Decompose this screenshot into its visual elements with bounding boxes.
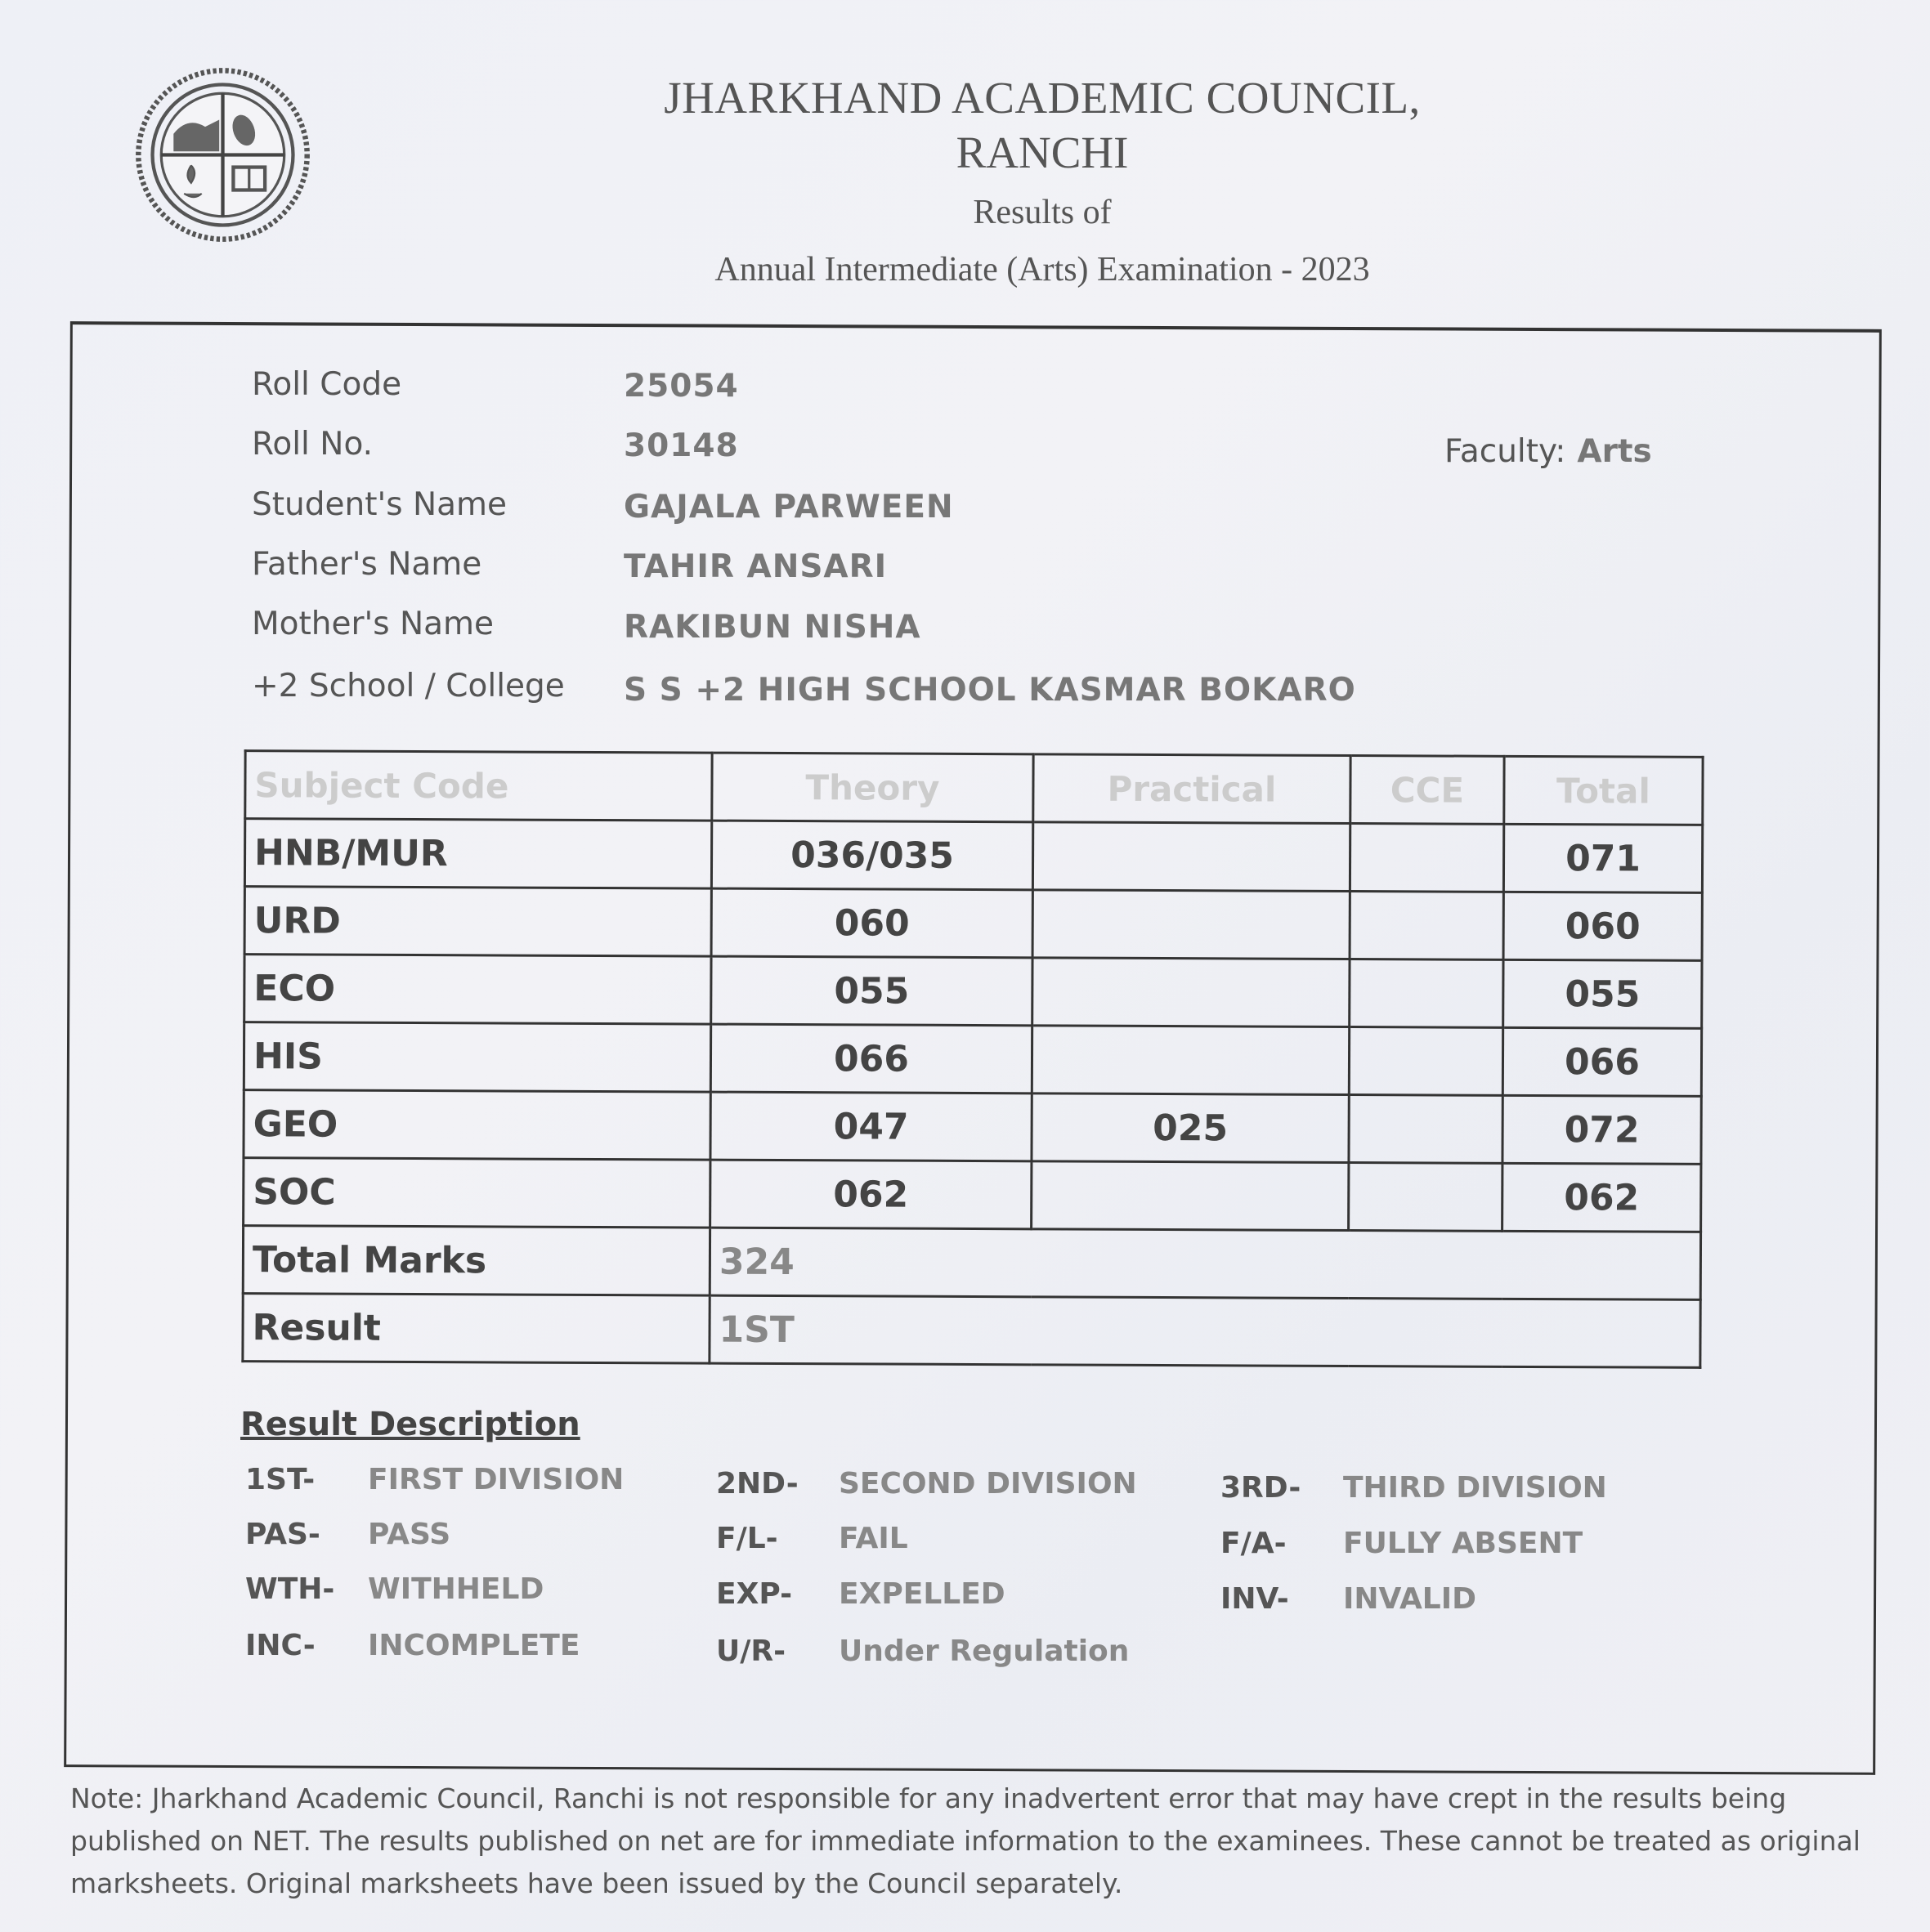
legend-code: 2ND-	[716, 1467, 799, 1500]
legend-desc: EXPELLED	[839, 1577, 1005, 1611]
legend-item	[716, 1522, 908, 1555]
cce-marks	[1349, 1027, 1502, 1096]
legend-desc: INCOMPLETE	[368, 1629, 580, 1662]
legend-item	[245, 1629, 580, 1662]
legend-desc: FAIL	[839, 1522, 908, 1555]
theory-marks: 036/035	[711, 821, 1032, 890]
subject-code: SOC	[244, 1158, 710, 1228]
legend-item	[245, 1572, 544, 1606]
council-city: RANCHI	[956, 127, 1129, 177]
subject-code: ECO	[244, 955, 711, 1024]
subject-code: GEO	[244, 1090, 710, 1160]
legend-item	[1220, 1582, 1476, 1616]
total-marks: 071	[1503, 824, 1702, 892]
theory-marks: 047	[710, 1092, 1032, 1161]
practical-marks	[1032, 958, 1350, 1027]
legend-code: F/A-	[1220, 1527, 1287, 1560]
legend-desc: Under Regulation	[839, 1635, 1130, 1668]
roll-no-value: 30148	[624, 427, 739, 464]
exam-title: Annual Intermediate (Arts) Examination - 2023	[714, 251, 1370, 288]
header-subject-code: Subject Code	[245, 751, 712, 821]
marks-table	[241, 749, 1704, 1369]
faculty-label: Faculty:	[1444, 433, 1566, 470]
header-total: Total	[1504, 756, 1703, 825]
legend-desc: SECOND DIVISION	[839, 1467, 1137, 1500]
legend-code: WTH-	[245, 1572, 335, 1606]
student-name-value: GAJALA PARWEEN	[624, 489, 954, 525]
theory-marks: 062	[710, 1160, 1032, 1229]
result-description-title: Result Description	[240, 1406, 580, 1443]
total-marks: 062	[1502, 1163, 1701, 1232]
mother-name-label: Mother's Name	[252, 606, 495, 642]
legend-code: EXP-	[716, 1577, 793, 1611]
legend-item	[716, 1577, 1005, 1611]
marks-header-row	[245, 751, 1703, 825]
total-marks-value: 324	[710, 1228, 1700, 1299]
legend-code: INC-	[245, 1629, 316, 1662]
legend-desc: FIRST DIVISION	[368, 1463, 625, 1496]
legend-code: 1ST-	[245, 1463, 316, 1496]
table-row	[244, 1022, 1701, 1097]
subject-code: URD	[244, 887, 711, 956]
total-marks: 066	[1502, 1027, 1701, 1096]
practical-marks	[1032, 822, 1350, 892]
legend-desc: INVALID	[1343, 1582, 1477, 1616]
results-of-label: Results of	[973, 194, 1112, 231]
legend-desc: FULLY ABSENT	[1343, 1527, 1583, 1560]
practical-marks: 025	[1032, 1093, 1349, 1163]
legend-code: INV-	[1220, 1582, 1289, 1616]
legend-item	[245, 1518, 450, 1551]
cce-marks	[1349, 1095, 1502, 1164]
legend-item	[1220, 1471, 1607, 1505]
table-row	[244, 1090, 1701, 1165]
result-value: 1ST	[710, 1295, 1700, 1367]
result-row	[243, 1294, 1700, 1368]
legend-item	[716, 1467, 1137, 1500]
faculty	[1444, 433, 1652, 470]
roll-code-value: 25054	[624, 368, 739, 405]
theory-marks: 055	[711, 956, 1032, 1026]
legend-item	[716, 1635, 1129, 1668]
practical-marks	[1032, 890, 1350, 959]
legend-item	[245, 1463, 624, 1496]
theory-marks: 066	[710, 1024, 1032, 1093]
total-marks: 060	[1503, 892, 1702, 960]
legend-code: U/R-	[716, 1635, 786, 1668]
council-name: JHARKHAND ACADEMIC COUNCIL,	[664, 73, 1421, 123]
theory-marks: 060	[711, 888, 1032, 958]
cce-marks	[1349, 1163, 1502, 1232]
legend-code: F/L-	[716, 1522, 778, 1555]
legend-desc: WITHHELD	[368, 1572, 544, 1606]
disclaimer-note: Note: Jharkhand Academic Council, Ranchi is not responsible for any inadvertent error that may have crept in the results being published on NET. The results published on net are for immediate information to the examinees. These cannot be treated as original marksheets. Original marksheets have been issued by the Council separately.	[70, 1782, 1861, 1899]
header-cce: CCE	[1350, 756, 1504, 825]
faculty-value: Arts	[1577, 433, 1652, 470]
father-name-label: Father's Name	[252, 546, 482, 583]
result-label: Result	[243, 1294, 710, 1363]
legend-item	[1220, 1527, 1583, 1560]
practical-marks	[1032, 1026, 1349, 1095]
total-marks-row	[243, 1226, 1700, 1300]
table-row	[244, 955, 1702, 1029]
subject-code: HNB/MUR	[244, 819, 711, 888]
father-name-value: TAHIR ANSARI	[624, 548, 888, 585]
table-row	[244, 819, 1702, 893]
mother-name-value: RAKIBUN NISHA	[624, 609, 921, 646]
header-practical: Practical	[1033, 754, 1350, 824]
cce-marks	[1350, 959, 1503, 1028]
roll-no-label: Roll No.	[252, 426, 374, 463]
total-marks: 072	[1502, 1095, 1701, 1164]
legend-code: PAS-	[245, 1518, 320, 1551]
cce-marks	[1350, 824, 1503, 892]
cce-marks	[1350, 892, 1503, 960]
table-row	[244, 887, 1702, 961]
legend-code: 3RD-	[1220, 1471, 1301, 1505]
header-theory: Theory	[712, 753, 1033, 822]
practical-marks	[1032, 1161, 1349, 1231]
table-row	[244, 1158, 1701, 1232]
legend-desc: THIRD DIVISION	[1343, 1471, 1607, 1505]
subject-code: HIS	[244, 1022, 710, 1092]
school-value: S S +2 HIGH SCHOOL KASMAR BOKARO	[624, 672, 1356, 709]
student-name-label: Student's Name	[252, 486, 508, 523]
roll-code-label: Roll Code	[252, 366, 402, 403]
legend-desc: PASS	[368, 1518, 451, 1551]
school-label: +2 School / College	[252, 668, 565, 704]
total-marks-label: Total Marks	[243, 1226, 710, 1295]
total-marks: 055	[1503, 959, 1702, 1028]
